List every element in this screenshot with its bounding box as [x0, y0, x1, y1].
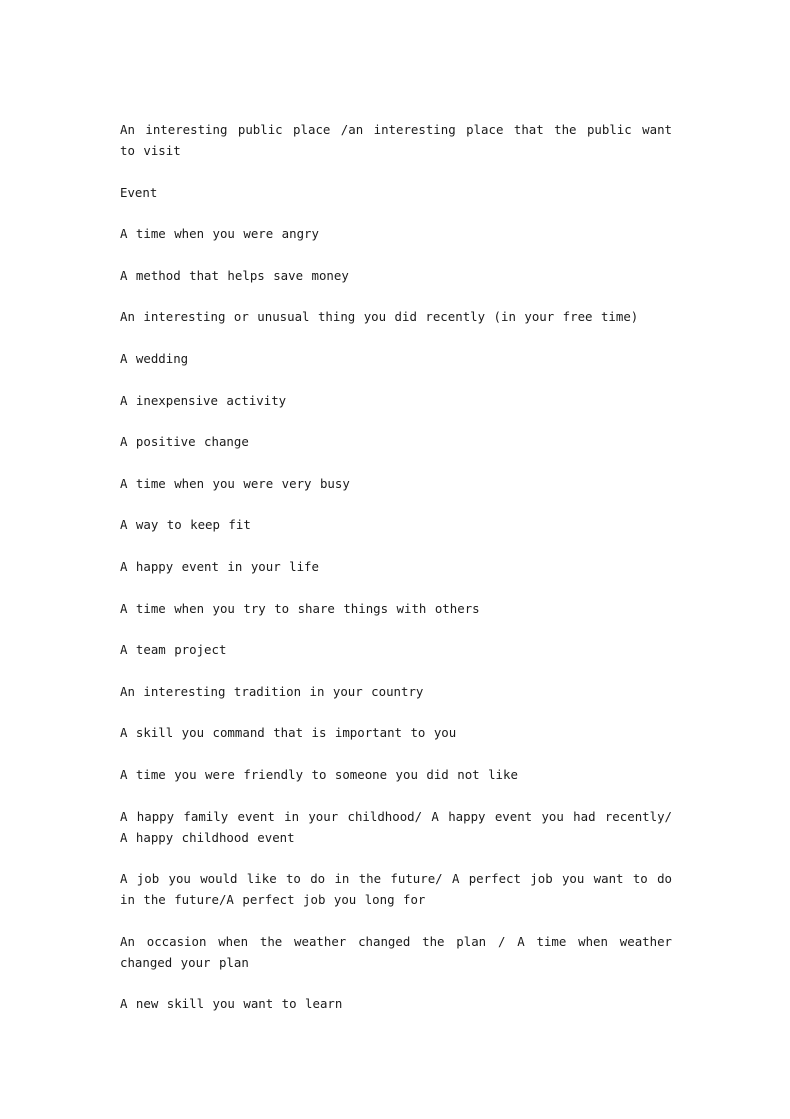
list-item: A inexpensive activity [120, 392, 287, 408]
list-item: An interesting or unusual thing you did recently (in your free time) [120, 309, 639, 325]
list-item: A positive change [120, 434, 249, 450]
list-item: An interesting tradition in your country [120, 683, 424, 699]
list-item: A method that helps save money [120, 267, 349, 283]
list-item: A skill you command that is important to you [120, 725, 457, 741]
list-item: A happy event in your life [120, 558, 319, 574]
list-item: A happy family event in your childhood/ A happy event you had recently/ A happy childhood event [120, 808, 672, 845]
list-item: An occasion when the weather changed the plan / A time when weather changed your plan [120, 933, 672, 970]
document-page [120, 119, 672, 1035]
list-item: A way to keep fit [120, 517, 251, 533]
list-item: An interesting public place /an interesting place that the public want to visit [120, 122, 672, 158]
list-item: A job you would like to do in the future/ A perfect job you want to do in the future/A perfect job you long for [120, 871, 672, 908]
list-item: A time when you were angry [120, 226, 319, 242]
list-item: A time when you try to share things with others [120, 600, 480, 616]
list-item: A new skill you want to learn [120, 996, 343, 1012]
list-item: Event [120, 184, 158, 200]
list-item: A time when you were very busy [120, 475, 350, 491]
list-item: A wedding [120, 350, 189, 366]
list-item: A team project [120, 642, 227, 658]
list-item: A time you were friendly to someone you did not like [120, 766, 518, 782]
